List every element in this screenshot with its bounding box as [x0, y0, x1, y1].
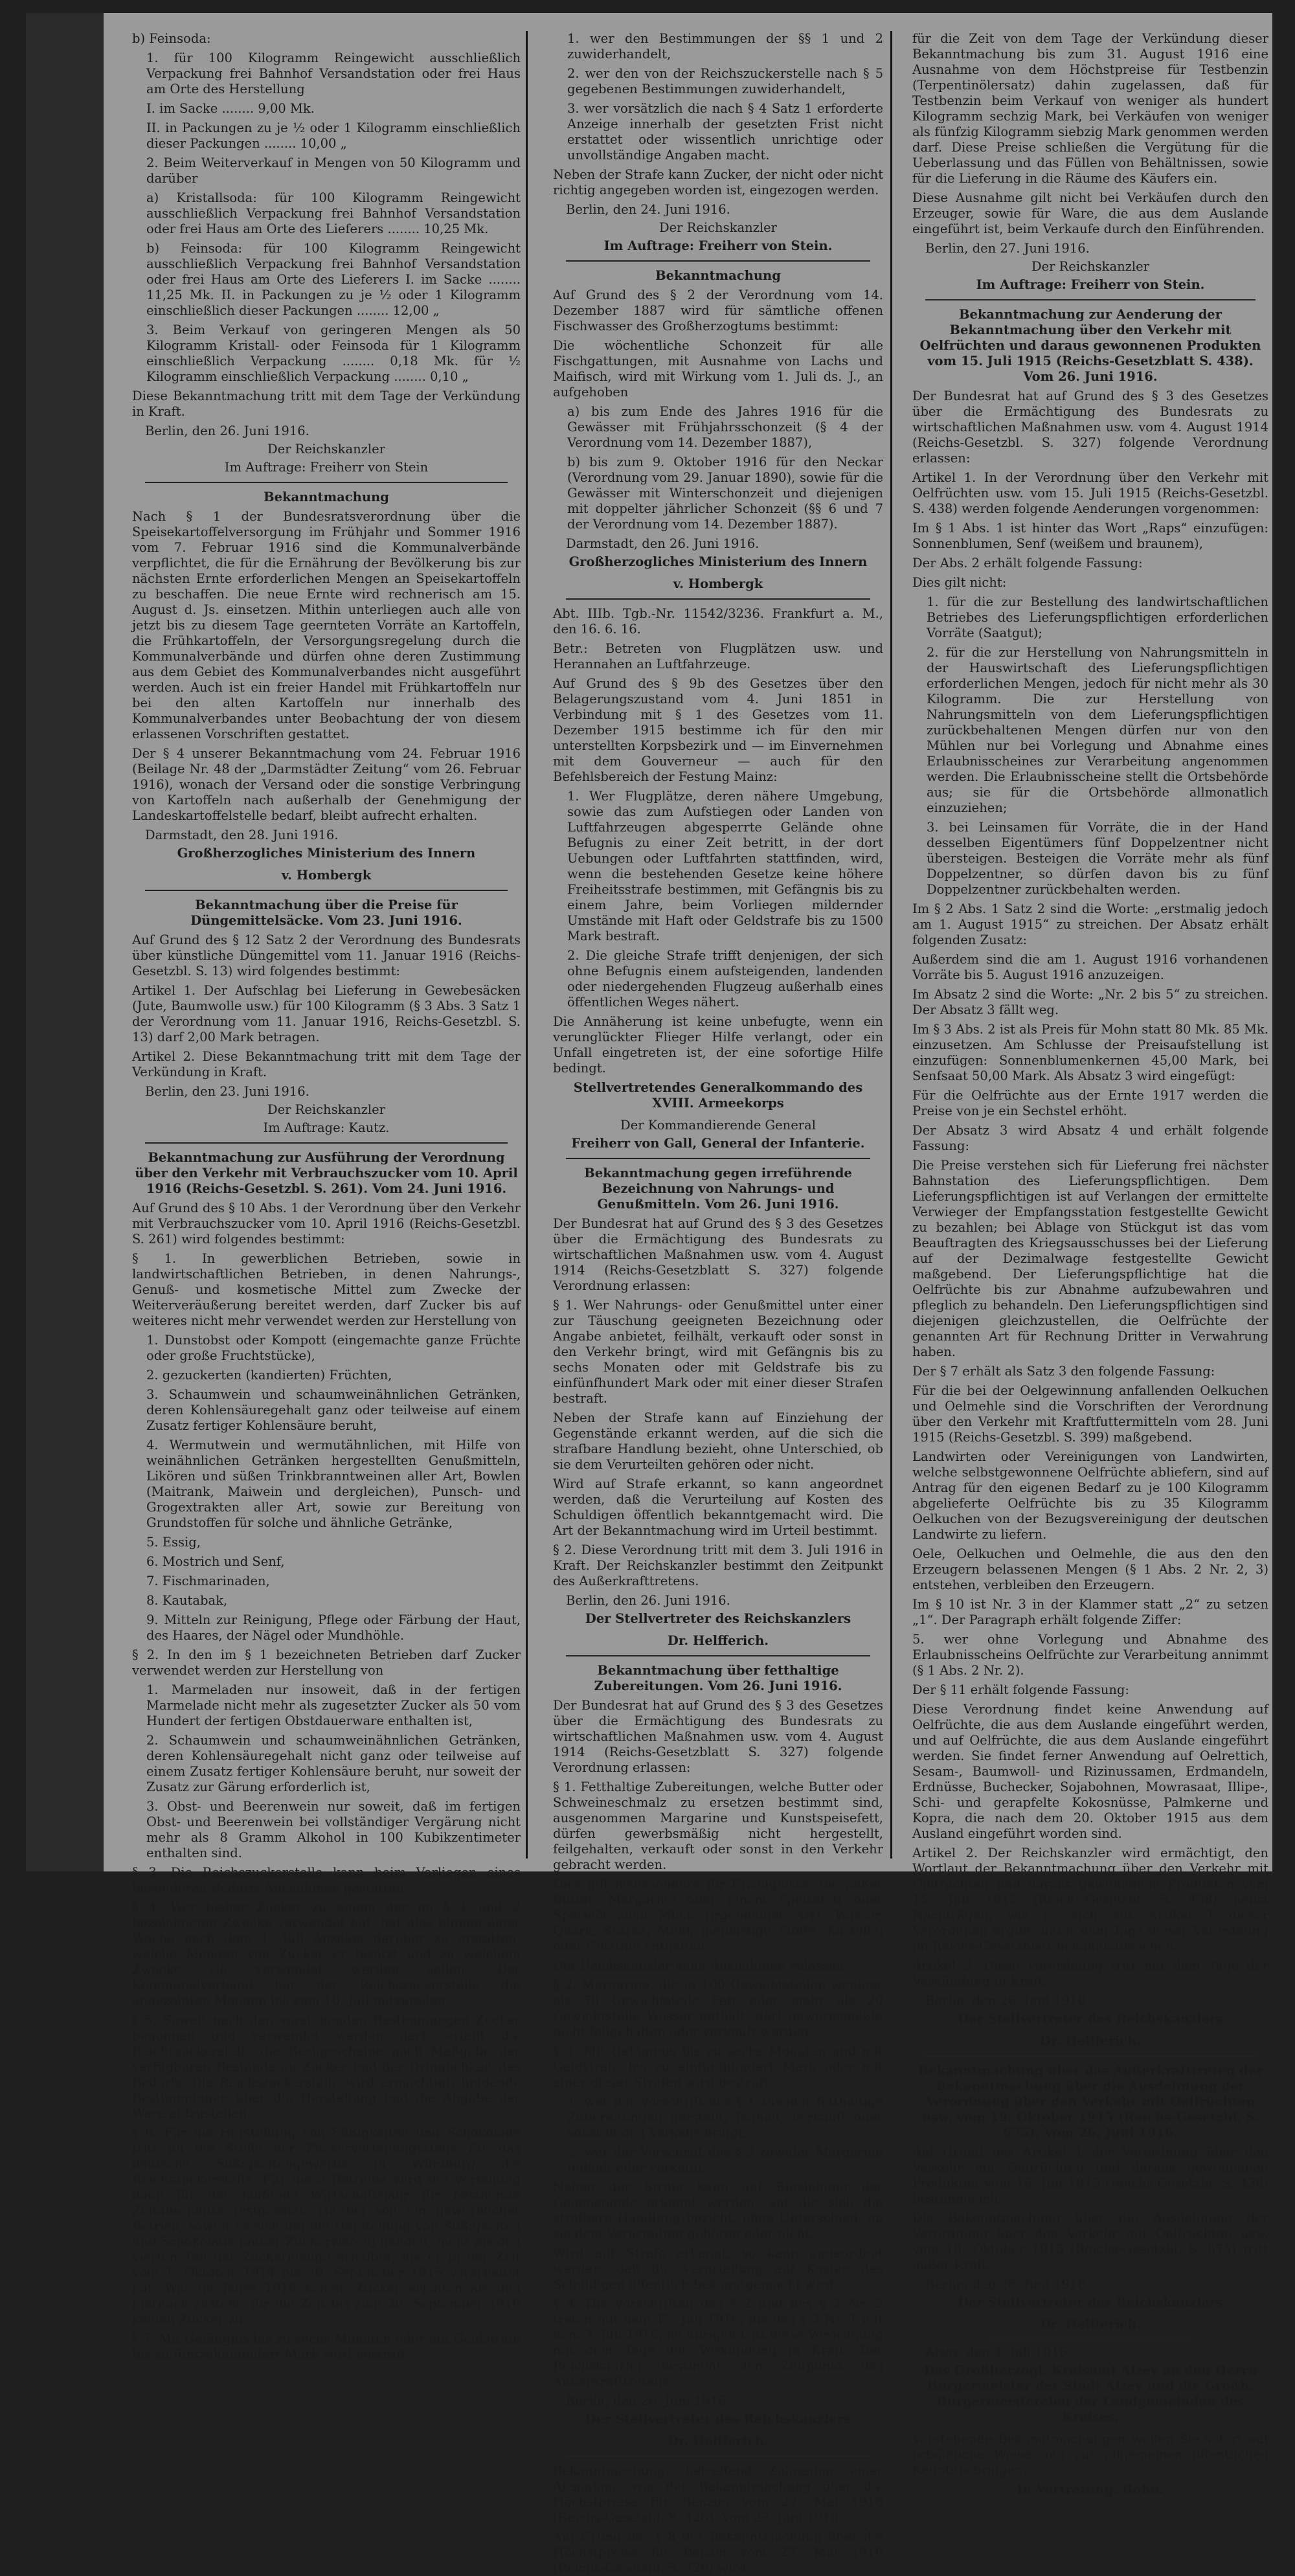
paragraph: § 1. In gewerblichen Betrieben, sowie in landwirtschaftlichen Betrieben, in denen Nahrungs-, Genuß- und kosmetische Mittel zum Zwecke der Weiterveräußerung bereitet werden, darf Zucker bis auf weiteres nicht mehr verwendet werden zur Herstellung von: [132, 1251, 521, 1328]
dateline: Berlin, den 26. Juni 1916.: [925, 2277, 1090, 2292]
paragraph: Auf Grund des § 10 Abs. 1 der Verordnung über den Verkehr mit Verbrauchszucker vom 10. April 1916 (Reichs-Gesetzbl. S. 261) wird folgendes bestimmt:: [132, 1201, 521, 1247]
paragraph: § 2. Margarine, die in 100 Gewichtsteilen weniger als 76 Gewichtsteile Fett oder mehr als 20 Gewichtsteile Wasser enthält, darf gewerbsmäßig nicht feilgehalten oder verkauft werden.: [553, 1978, 883, 2039]
paragraph: Der Reichskanzler kann Ausnahmen zulassen.: [553, 1958, 849, 1973]
paragraph: 2. gezuckerten (kandierten) Früchten,: [146, 1368, 392, 1383]
paragraph: Der Reichskanzler: [267, 1102, 385, 1117]
paragraph: 2. Die gleiche Strafe trifft denjenigen, der sich ohne Befugnis einem aufsteigenden, landenden oder niedergehenden Flugzeug außerhalb eines öffentlichen Weges nähert.: [567, 948, 883, 1010]
paragraph: 3. bei Leinsamen für Vorräte, die in der Hand desselben Eigentümers fünf Doppelzentner nicht übersteigen. Besteigen die Vorräte mehr als fünf Doppelzentner, so dürfen davon bis zu fünf Doppelzentner zurückbehalten werden.: [927, 820, 1268, 897]
paragraph: 2. Beim Weiterverkauf in Mengen von 50 Kilogramm und darüber: [146, 155, 521, 186]
paragraph: 3. Obst- und Beerenwein nur soweit, daß im fertigen Obst- und Beerenwein bei vollständiger Vergärung nicht mehr als 8 Gramm Alkohol in 100 Kubikzentimeter enthalten sind.: [146, 1799, 521, 1860]
paragraph: Auf Grund des § 9b des Gesetzes über den Belagerungszustand vom 4. Juni 1851 in Verbindung mit § 1 des Gesetzes vom 11. Dezember 1915 bestimme ich für den mir unterstellten Korpsbezirk und — im Einvernehmen mit dem Gouverneur — auch für den Befehlsbereich der Festung Mainz:: [553, 676, 883, 784]
paragraph: Neben der Strafe kann Zucker, der nicht oder nicht richtig angegeben worden ist, eingezogen werden.: [553, 167, 883, 198]
paragraph: § 3. Mit Gefängnis bis zu sechs Monaten und mit Geldstrafe bis zu einfünfhundert Mark oder mit einer dieser Strafen wird bestraft:: [553, 2044, 883, 2090]
signature-line: Der Stellvertreter des Reichskanzlers: [957, 2011, 1224, 2026]
paragraph: a) bis zum Ende des Jahres 1916 für die Gewässer mit Frühjahrsschonzeit (§ 4 der Verordnung vom 14. Dezember 1887),: [567, 404, 883, 450]
paragraph: Im § 2 Abs. 1 Satz 2 sind die Worte: „erstmalig jedoch am 1. August 1915“ zu streichen. Der Absatz erhält folgenden Zusatz:: [912, 901, 1268, 947]
paragraph: Der Bundesrat hat auf Grund des § 3 des Gesetzes über die Ermächtigung des Bundesrats zu wirtschaftlichen Maßnahmen usw. vom 4. August 1914 (Reichs-Gesetzbl. S. 327) folgende Verordnung erlassen:: [912, 389, 1268, 466]
paragraph: 2. wer den von der Reichszuckerstelle nach § 5 gegebenen Bestimmungen zuwiderhandelt,: [567, 66, 883, 96]
signature-line: Dr. Helfferich.: [1039, 2033, 1142, 2048]
paragraph: a) Kristallsoda: für 100 Kilogramm Reingewicht ausschließlich Verpackung frei Bahnhof Versandstation oder frei Haus am Orte des Lieferers ........ 10,25 Mk.: [146, 190, 521, 236]
paragraph: § 2. Diese Verordnung tritt mit dem 3. Juli 1916 in Kraft. Der Reichskanzler bestimmt den Zeitpunkt des Außerkrafttretens.: [553, 1542, 883, 1588]
paragraph: Die Annäherung ist keine unbefugte, wenn ein verunglückter Flieger Hilfe verlangt, oder ein Unfall eingetreten ist, der eine sofortige Hilfe bedingt.: [553, 1014, 883, 1076]
paragraph: Abt. IIIb. Tgb.-Nr. 11542/3236. Frankfurt a. M., den 16. 6. 16.: [553, 606, 883, 637]
section-separator: [990, 2339, 1191, 2340]
section-separator: [566, 598, 870, 600]
paragraph: § 1. Fetthaltige Zubereitungen, welche Butter oder Schweineschmalz zu ersetzen bestimmt sind, ausgenommen Margarine und Kunstspeisefett, dürfen gewerbsmäßig nicht hergestellt, feilgehalten, verkauft oder sonst in den Verkehr gebracht werden.: [553, 1779, 883, 1872]
paragraph: Auf Grund des Artikel 1 der Verordnung über den Verkehr mit Oelfrüchten und daraus gewonnenen Produkten vom 15. Juli 1915 (Reichs-Gesetzbl. S. 438) bestimme ich:: [912, 2145, 1268, 2206]
paragraph: Die Bekanntmachung über die Ausdehnung der Verordnung über den Verkehr mit Oelfrüchten usw. vom 19. Oktober 1915 (Reichs-Gesetzbl. S. 675) tritt außer Kraft.: [912, 2211, 1268, 2272]
column-rule: [526, 31, 528, 1859]
paragraph: Der § 11 erhält folgende Fassung:: [912, 1682, 1129, 1697]
signature-line: Im Auftrage: Freiherr von Stein.: [976, 277, 1205, 292]
signature-line: Der Stellvertreter des Reichskanzlers: [957, 2295, 1224, 2310]
paragraph: 7. Fischmarinaden,: [146, 1574, 270, 1588]
paragraph: II. in Packungen zu je ½ oder 1 Kilogramm einschließlich dieser Packungen ........ 10,00 „: [146, 120, 521, 151]
dateline: Berlin, den 26. Juni 1916.: [566, 1593, 730, 1608]
column-right: [903, 31, 1278, 2497]
dateline: Berlin, den 27. Juni 1916.: [925, 241, 1090, 256]
paragraph: 5. wer ohne Vorlegung und Abnahme des Erlaubnisscheins Oelfrüchte zur Verarbeitung annimmt (§ 1 Abs. 2 Nr. 2).: [912, 1632, 1268, 1678]
dateline: Alzey, den 4. Juli 1916.: [925, 2345, 1072, 2360]
paragraph: 1. Dunstobst oder Kompott (eingemachte ganze Früchte oder große Fruchtstücke),: [146, 1333, 521, 1363]
paragraph: 3. Beim Verkauf von geringeren Mengen als 50 Kilogramm Kristall- oder Feinsoda für 1 Kilogramm einschließlich Verpackung ........ 0,18 Mk. für ½ Kilogramm einschließlich Verpackung ........ 0,10 „: [146, 322, 521, 384]
signature-line: Dr. Helfferich.: [667, 1633, 769, 1648]
column-rule: [890, 31, 892, 1859]
paragraph: 3. Schaumwein und schaumweinähnlichen Getränken, deren Kohlensäuregehalt ganz oder teilweise auf einem Zusatz fertiger Kohlensäure beruht,: [146, 1387, 521, 1433]
paragraph: 9. Mitteln zur Reinigung, Pflege oder Färbung der Haut, des Haares, der Nägel oder Mundhöhle.: [146, 1612, 521, 1643]
paragraph: Artikel 3. Diese Verordnung tritt mit dem Tage der Verkündung in Kraft.: [912, 1958, 1268, 1989]
signature-line: Dr. Helfferich.: [667, 2434, 769, 2448]
dateline: Darmstadt, den 28. Juni 1916.: [145, 828, 339, 842]
paragraph: Der Reichskanzler: [1031, 259, 1149, 274]
paragraph: Die Preise verstehen sich für Lieferung frei nächster Bahnstation des Lieferungspflichtigen. Dem Lieferungspflichtigen ist auf Verlangen der ermittelte Verwieger der Empfangsstation festgestellte Gewicht zu bezahlen; bei Ablage von Stückgut ist das vom Beauftragten des Kriegsausschusses bei der Lieferung auf der Dezimalwage festgestellte Gewicht maßgebend. Der Lieferungspflichtige hat die Oelfrüchte bis zur Abnahme aufzubewahren und pfleglich zu behandeln. Den Lieferungspflichtigen sind diejenigen gleichzustellen, die Oelfrüchte der genannten Art für Rechnung Dritter in Verwahrung haben.: [912, 1158, 1268, 1359]
paragraph: Auf Grund des § 8 der Bekanntmachung über die Höchstpreise für Benzin vom 27. Mai 1916 (Reichs-Gesetzbl. S. 426) wird: [553, 2529, 883, 2575]
paragraph: 8. Kautabak,: [146, 1593, 228, 1608]
paragraph: Auf Grund des § 2 der Verordnung vom 14. Dezember 1887 wird für sämtliche offenen Fischwasser des Großherzogtums bestimmt:: [553, 288, 883, 333]
paragraph: § 6. Für die Herstellung von Süßigkeiten und Schokolade tritt an die Stelle der Zuckerverteilungsstelle für das deutsche Süßigkeitengewerbe in Würzburg die Reichszuckerstelle. Für diese Betriebe wird die Verteilung dann für das laufende Wirtschaftsjahr für bestimmte Zeitabschnitte festgesetzt. Hierbei soll ein gewerblicher Betrieb, soweit es sich um die Herstellung von Süßigkeiten und Schokolade (außer Zuckerwaren) handelt, mehr als den vierten Teil der Zuckermenge erhalten, die er in der Zeit vom 1. Oktober 1914 bis 30. September 1915 verarbeitet hat. Wer im Jahre 1916 keinen Zucker erhalten als ihm hiernach zusteht, für die Zeit bis zum 30. September 1916 keinen Zucker zu.: [132, 2125, 521, 2327]
signature-line: In Vertretung: Bohn.: [1017, 2482, 1164, 2497]
paragraph: 1. für 100 Kilogramm Reingewicht ausschließlich Verpackung frei Bahnhof Versandstation oder frei Haus am Orte des Herstellung: [146, 51, 521, 96]
signature-line: Im Auftrage: Freiherr von Stein.: [603, 238, 833, 253]
notice-heading: Bekanntmachung zur Ausführung der Verordnung über den Verkehr mit Verbrauchszucker vom 10. April 1916 (Reichs-Gesetzbl. S. 261). Vom 24. Juni 1916.: [135, 1150, 518, 1196]
paragraph: Diese Bekanntmachung tritt mit dem Tage der Verkündung in Kraft.: [132, 389, 521, 419]
section-separator: [145, 482, 508, 483]
paragraph: Neben der Strafe kann auf Einziehung der Gegenstände erkannt werden, auf die sich die strafbare Handlung bezieht, ohne Unterschied, ob sie dem Verurteilten gehören oder nicht.: [553, 2180, 883, 2241]
paragraph: Artikel 2. Diese Bekanntmachung tritt mit dem Tage der Verkündung in Kraft.: [132, 1049, 521, 1079]
signature-line: Freiherr von Gall, General der Infanterie.: [571, 1136, 865, 1151]
paragraph: 1. wer der Vorschrift des § 1 zuwider fetthaltige Zubereitungen herstellt, feilhält, verkauft oder sonst in den Verkehr bringt;: [567, 2094, 883, 2140]
paragraph: Der § 7 erhält als Satz 3 den folgende Fassung:: [912, 1364, 1215, 1379]
paragraph: b) bis zum 9. Oktober 1916 für den Neckar (Verordnung vom 29. Januar 1890), sowie für die Gewässer mit Winterschonzeit und diejenigen mit doppelter jährlicher Schonzeit (§§ 6 und 7 der Verordnung vom 14. Dezember 1887).: [567, 455, 883, 532]
paragraph: Landwirten oder Vereinigungen von Landwirten, welche selbstgewonnene Oelfrüchte abliefern, sind auf Antrag für den eigenen Bedarf zu je 100 Kilogramm abgelieferte Oelfrüchte bis zu 35 Kilogramm Oelkuchen von der Bezugsvereinigung der deutschen Landwirte zu liefern.: [912, 1449, 1268, 1542]
paragraph: Bekanntmachung, betreffend Zulassung einer Ausnahme von der Bekanntmachung über die Höchstpreise für Benzin, vom 27. Mai 1916 (Reichs-Gesetzbl. S. 426). Vom 27. Juni 1916.: [553, 2463, 883, 2525]
paragraph: Wird auf Strafe erkannt, so kann angeordnet werden, daß die Verurteilung auf Kosten des Schuldigen öffentlich bekanntgemacht wird.: [553, 2246, 883, 2292]
notice-heading: Bekanntmachung über die Preise für Düngemittelsäcke. Vom 23. Juni 1916.: [190, 898, 462, 928]
section-separator: [566, 1655, 870, 1656]
paragraph: Im § 1 Abs. 1 ist hinter das Wort „Raps“ einzufügen: Sonnenblumen, Senf (weißem und braunem),: [912, 521, 1268, 551]
paragraph: 1. Wer Flugplätze, deren nähere Umgebung, sowie das zum Aufstiegen oder Landen von Luftfahrzeugen abgesperrte Gelände ohne Befugnis zu einer Zeit betritt, in der dort Uebungen oder Luftfahrten stattfinden, wird, wenn die bestehenden Gesetze keine höhere Freiheitsstrafe bestimmen, mit Gefängnis bis zu einem Jahre, beim Vorliegen mildernder Umstände mit Haft oder Geldstrafe bis zu 1500 Mark bestraft.: [567, 789, 883, 943]
paragraph: 1. wer den Bestimmungen der §§ 1 und 2 zuwiderhandelt,: [567, 31, 883, 62]
paragraph: Der Absatz 3 wird Absatz 4 und erhält folgende Fassung:: [912, 1123, 1268, 1153]
paragraph: § 7. Mit Gefängnis bis zu sechs Monaten oder mit Geldstrafe bis zu fünfzehnhundert Mark wird bestraft: [132, 2331, 521, 2362]
section-separator: [145, 1142, 508, 1144]
paragraph: Artikel 1. Der Aufschlag bei Lieferung in Gewebesäcken (Jute, Baumwolle usw.) für 100 Kilogramm (§ 3 Abs. 3 Satz 1 der Verordnung vom 11. Januar 1916, Reichs-Gesetzbl. S. 13) darf 2,00 Mark betragen.: [132, 983, 521, 1045]
paragraph: Dies gilt insbesondere für Erzeugnisse, die außer Butter, Margarine oder einem Speisefett oder Speiseöl auch Milch (irgendeiner Art), Wasser, Quark, Stärke, Mehl, mehlartige Stoffe, Kartoffel oder Gelatine enthalten.: [553, 1877, 883, 1954]
section-separator: [566, 260, 870, 262]
section-separator: [925, 299, 1256, 300]
paragraph: 3. wer vorsätzlich die nach § 4 Satz 1 erforderte Anzeige innerhalb der gesetzten Frist nicht erstattet oder wissentlich unrichtige oder unvollständige Angaben macht.: [567, 101, 883, 163]
paragraph: § 5. Soweit nach den vorstehenden Bestimmungen Zucker begonnen und verwendet werden darf, erteilt die Reichszuckerstelle die Bezugsscheine nach Maßgabe der verfügbaren Bestände an Zucker und der Dringlichkeit des Bedarfs. Die Reichszuckerstelle wird ermächtigt, bindende Bestimmungen über die Herstellung und die Abgabe der Ware aufzustellen.: [132, 2013, 521, 2121]
torn-left-edge: [26, 13, 104, 1871]
paragraph: Wird auf Strafe erkannt, so kann angeordnet werden, daß die Verurteilung auf Kosten des Schuldigen öffentlich bekanntgemacht wird. Die Art der Bekanntmachung wird im Urteil bestimmt.: [553, 1476, 883, 1538]
signature-line: v. Hombergk: [673, 576, 763, 591]
signature-line: Großherzogliches Ministerium des Innern: [177, 846, 476, 861]
paragraph: Für die Oelfrüchte aus der Ernte 1917 werden die Preise von je ein Sechstel erhöht.: [912, 1088, 1268, 1118]
dateline: Berlin, den 26. Juni 1916.: [566, 2393, 730, 2408]
dateline: Berlin, den 24. Juni 1916.: [566, 202, 730, 217]
paragraph: Der Reichskanzler: [267, 442, 385, 457]
notice-heading: Bekanntmachung über fetthaltige Zubereitungen. Vom 26. Juni 1916.: [594, 1663, 842, 1693]
paragraph: Diese Ausnahme gilt nicht bei Verkäufen durch den Erzeuger, sowie für Ware, die aus dem Auslande eingeführt ist, beim Verkaufe durch den Einführenden.: [912, 190, 1268, 236]
paragraph: 2. für die zur Herstellung von Nahrungsmitteln in der Hauswirtschaft des Lieferungspflichtigen erforderlichen Mengen, jedoch für nicht mehr als 30 Kilogramm. Die zur Herstellung von Nahrungsmitteln von dem Lieferungspflichtigen zurückbehaltenen Mengen dürfen nur von den Mühlen nur bei Vorlegung und Abnahme eines Erlaubnisscheines zur Verarbeitung angenommen werden. Die Erlaubnisscheine stellt die Ortsbehörde aus; sie für die Ortsbehörde allmonatlich einzuziehen;: [927, 645, 1268, 815]
paragraph: § 4. Die Vorschriften des § 2 und des § 3 Nr. 2 treten mit dem 15. Juli 1916, die des § 3 Nr. 1 mit dem 3. Juli 1916, im übrigen tritt diese Verordnung mit dem Tage der Verkündung in Kraft. Der Reichskanzler bestimmt den Zeitpunkt des Außerkrafttretens.: [553, 2296, 883, 2389]
paragraph: Im Auftrage: Kautz.: [263, 1120, 390, 1135]
paragraph: Auf Grund des § 12 Satz 2 der Verordnung des Bundesrats über künstliche Düngemittel vom 11. Januar 1916 (Reichs-Gesetzbl. S. 13) wird folgendes bestimmt:: [132, 932, 521, 978]
paragraph: Der Bundesrat hat auf Grund des § 3 des Gesetzes über die Ermächtigung des Bundesrats zu wirtschaftlichen Maßnahmen usw. vom 4. August 1914 (Reichs-Gesetzblatt S. 327) folgende Verordnung erlassen:: [553, 1698, 883, 1775]
paragraph: Artikel 2. Der Reichskanzler wird ermächtigt, den Wortlaut der Bekanntmachung über den Verkehr mit Oelfrüchten und daraus gewonnenen Produkten vom 15. Juli 1915 (Reichs-Gesetzbl. S. 438) nebst Nachträgen, wie er sich aus Artikel 1 dieser Verordnung ergibt, unter dem Tage dieser Verordnung im Reichs-Gesetzblatt bekanntzumachen.: [912, 1846, 1268, 1954]
paragraph: 6. Mostrich und Senf,: [146, 1554, 285, 1569]
dateline: Berlin, den 26. Juni 1916.: [925, 1993, 1090, 2008]
paragraph: 2. wer der Vorschrift des § 2 zuwider Margarine feilhält oder verkauft.: [567, 2145, 883, 2175]
section-separator: [145, 890, 508, 891]
paragraph: Für die bei der Oelgewinnung anfallenden Oelkuchen und Oelmehle sind die Vorschriften der Verordnung über den Verkehr mit Kraftfuttermitteln vom 28. Juni 1915 (Reichs-Gesetzbl. S. 399) maßgebend.: [912, 1383, 1268, 1445]
paragraph: 4. Wermutwein und wermutähnlichen, mit Hilfe von weinähnlichen Getränken hergestellten Genußmitteln, Likören und süßen Trinkbranntweinen aller Art, Bowlen (Maitrank, Maiwein und dergleichen), Punsch- und Grogextrakten aller Art, sowie zur Bereitung von Grundstoffen für solche und ähnliche Getränke,: [146, 1438, 521, 1530]
paragraph: Im § 3 Abs. 2 ist als Preis für Mohn statt 80 Mk. 85 Mk. einzusetzen. Am Schlusse der Preisaufstellung ist einzufügen: Sonnenblumenkernen 45,00 Mark, bei Senfsaat 50,00 Mark. Als Absatz 3 wird eingefügt:: [912, 1022, 1268, 1083]
paragraph: Neben der Strafe kann auf Einziehung der Gegenstände erkannt werden, auf die sich die strafbare Handlung bezieht, ohne Unterschied, ob sie dem Verurteilten gehören oder nicht.: [553, 1410, 883, 1472]
paragraph: Dies gilt nicht:: [912, 575, 1007, 590]
notice-heading: Bekanntmachung zur Aenderung der Bekanntmachung über den Verkehr mit Oelfrüchten und daraus gewonnenen Produkten vom 15. Juli 1915 (Reichs-Gesetzblatt S. 438). Vom 26. Juni 1916.: [919, 307, 1261, 384]
notice-heading: Bekanntmachung gegen irreführende Bezeichnung von Nahrungs- und Genußmitteln. Vom 26. Juni 1916.: [584, 1166, 852, 1212]
paragraph: Der Kommandierende General: [620, 1118, 816, 1133]
paragraph: Diese Verordnung findet keine Anwendung auf Oelfrüchte, die aus dem Auslande eingeführt werden, und auf Oelfrüchte, die aus dem Auslande eingeführt werden. Sie findet ferner Anwendung auf Oelrettich, Sesam-, Baumwoll- und Rizinussamen, Erdmandeln, Erdnüsse, Buchecker, Sojabohnen, Mowrasaat, Illipe-, Schi- und gerapfelte Kokosnüsse, Palmkerne und Kopra, die nach dem 20. Oktober 1915 aus dem Ausland eingeführt worden sind.: [912, 1702, 1268, 1841]
paragraph: Im § 10 ist Nr. 3 in der Klammer statt „2“ zu setzen „1“. Der Paragraph erhält folgende Ziffer:: [912, 1597, 1268, 1627]
signature-line: Großherzogliches Ministerium des Innern: [569, 554, 868, 569]
paragraph: 2. Schaumwein und schaumweinähnlichen Getränken, deren Kohlensäuregehalt nicht ganz oder teilweise auf einem Zusatz fertiger Kohlensäure beruht, nur soweit der Zusatz zur Gärung erforderlich ist,: [146, 1733, 521, 1794]
paragraph: Außerdem sind die am 1. August 1916 vorhandenen Vorräte bis 5. August 1916 anzuzeigen.: [912, 952, 1268, 982]
paragraph: Der Abs. 2 erhält folgende Fassung:: [912, 556, 1143, 571]
paragraph: 5. Essig,: [146, 1535, 201, 1550]
signature-line: Das Großherzogl. Kreisamt Alzey an den Herrn Bürgermeister der Stadt Alzey und die Großh. Bürgermeistereien der Landgemeinden des Kreises.: [923, 2363, 1257, 2424]
paragraph: Der Bundesrat hat auf Grund des § 3 des Gesetzes über die Ermächtigung des Bundesrats zu wirtschaftlichen Maßnahmen usw. vom 4. August 1914 (Reichs-Gesetzblatt S. 327) folgende Verordnung erlassen:: [553, 1216, 883, 1293]
paragraph: § 2. In den im § 1 bezeichneten Betrieben darf Zucker verwendet werden zur Herstellung von: [132, 1647, 521, 1678]
paragraph: 1. Marmeladen nur insoweit, daß in der fertigen Marmelade nicht mehr als zugesetzter Zucker als 50 vom Hundert der fertigen Obstdauerware enthalten ist,: [146, 1682, 521, 1728]
section-separator: [566, 2456, 870, 2457]
newspaper-page: [26, 13, 1272, 2575]
column-middle: [544, 31, 892, 2575]
column-left: [123, 31, 530, 2362]
paragraph: für die Zeit von dem Tage der Verkündung dieser Bekanntmachung bis zum 31. August 1916 eine Ausnahme von dem Höchstpreise für Testbenzin (Terpentinölersatz) dahin zugelassen, daß für Testbenzin beim Verkauf von weniger als hundert Kilogramm sechzig Mark, bei Verkäufen von weniger als fünfzig Kilogramm siebzig Mark genommen werden darf. Diese Preise schließen die Vergütung für die Ueberlassung und das Füllen von Behältnissen, sowie für die Lieferung in die Räume des Käufers ein.: [912, 31, 1268, 186]
paragraph: Oele, Oelkuchen und Oelmehle, die aus den den Erzeugern belassenen Mengen (§ 1 Abs. 2 Nr. 2, 3) entstehen, verbleiben den Erzeugern.: [912, 1546, 1268, 1592]
dateline: Berlin, den 23. Juni 1916.: [145, 1084, 310, 1099]
notice-heading: Bekanntmachung über das Außerkrafttreten der Bekanntmachung über die Ausdehnung der Verordnung über den Verkehr mit Oelfrüchten usw. vom 19. Oktober 1915 (Reichs-Gesetzbl. S. 675). Vom 26. Juni 1916.: [918, 2063, 1263, 2140]
paragraph: b) Feinsoda: für 100 Kilogramm Reingewicht ausschließlich Verpackung frei Bahnhof Versandstation oder frei Haus am Orte des Lieferers I. im Sacke ........ 11,25 Mk. II. in Packungen zu je ½ oder 1 Kilogramm einschließlich dieser Packungen ........ 12,00 „: [146, 241, 521, 318]
signature-line: Stellvertretendes Generalkommando des XVIII. Armeekorps: [573, 1080, 863, 1111]
paragraph: Artikel 1. In der Verordnung über den Verkehr mit Oelfrüchten usw. vom 15. Juli 1915 (Reichs-Gesetzbl. S. 438) werden folgende Aenderungen vorgenommen:: [912, 470, 1268, 516]
notice-heading: Bekanntmachung: [655, 268, 781, 283]
paragraph: Die wöchentliche Schonzeit für alle Fischgattungen, mit Ausnahme von Lachs und Maifisch, wird mit Wirkung vom 1. Juli ds. J., an aufgehoben: [553, 338, 883, 400]
signature-line: v. Hombergk: [281, 868, 372, 883]
paragraph: Der § 4 unserer Bekanntmachung vom 24. Februar 1916 (Beilage Nr. 48 der „Darmstädter Zeitung“ vom 26. Februar 1916), wonach der Versand oder die sonstige Verbringung von Kartoffeln nach außerhalb der Genehmigung der Landeskartoffelstelle bedarf, bleibt aufrecht erhalten.: [132, 746, 521, 823]
paragraph: Im Absatz 2 sind die Worte: „Nr. 2 bis 5“ zu streichen. Der Absatz 3 fällt weg.: [912, 987, 1268, 1017]
paragraph: § 4. Wer bisher Zucker zu einem der im § 1 und 2 bezeichneten Zwecke verwendet hat, hat dies binnen einer Woche nach dem 1. Juli Anzeige darüber zu erstatten, welche Mengen von Zucker er besitzt und zu welchem Zwecke sie verwendet werden sollen. Der Kommunalverband hat der Reichszuckerstelle die angezeigten Mengen bis zum 10. Juli mitzuteilen.: [132, 1900, 521, 2008]
section-separator: [925, 2055, 1256, 2057]
paragraph: Nach § 1 der Bundesratsverordnung über die Speisekartoffelversorgung im Frühjahr und Sommer 1916 vom 7. Februar 1916 sind die Kommunalverbände verpflichtet, die für die Ernährung der Bevölkerung bis zur nächsten Ernte erforderlichen Mengen an Speisekartoffeln zu beschaffen. Die neue Ernte wird rechnerisch am 15. August d. Js. einsetzen. Mithin unterliegen auch alle von jetzt bis zu diesem Tage geernteten Vorräte an Kartoffeln, die Frühkartoffeln, der Versorgungsregelung durch die Kommunalverbände und dürfen ohne deren Zustimmung aus dem Gebiet des Kommunalverbandes nicht ausgeführt werden. Auch ist ein freier Handel mit Frühkartoffeln nur bei den alten Kartoffeln nur innerhalb des Kommunalverbandes unter Beobachtung der von diesem erlassenen Vorschriften gestattet.: [132, 509, 521, 741]
signature-line: Der Stellvertreter des Reichskanzlers: [585, 2412, 851, 2426]
notice-heading: Bekanntmachung: [264, 490, 389, 504]
paragraph: § 1. Wer Nahrungs- oder Genußmittel unter einer zur Täuschung geeigneten Bezeichnung oder Angabe anbietet, feilhält, verkauft oder sonst in den Verkehr bringt, wird mit Gefängnis bis zu sechs Monaten oder mit Geldstrafe bis zu einfünfhundert Mark oder mit einer dieser Strafen bestraft.: [553, 1298, 883, 1406]
paragraph: Betr.: Betreten von Flugplätzen usw. und Herannahen an Luftfahrzeuge.: [553, 641, 883, 672]
paragraph: § 3. Die Reichszuckerstelle kann beim Vorliegen eines besonderen Bedarfs Ausnahmen gestatten.: [132, 1865, 521, 1895]
paragraph: Im Auftrage: Freiherr von Stein: [224, 460, 429, 475]
signature-line: Der Stellvertreter des Reichskanzlers: [585, 1611, 851, 1626]
dateline: Berlin, den 26. Juni 1916.: [145, 424, 310, 438]
signature-line: Dr. Helfferich.: [1039, 2317, 1142, 2332]
paragraph: Der Reichskanzler: [659, 220, 777, 235]
paragraph: 1. für die zur Bestellung des landwirtschaftlichen Betriebes des Lieferungspflichtigen erforderlichen Vorräte (Saatgut);: [927, 594, 1268, 640]
paragraph: I. im Sacke ........ 9,00 Mk.: [146, 101, 315, 116]
dateline: Darmstadt, den 26. Juni 1916.: [566, 536, 760, 551]
section-separator: [566, 1158, 870, 1159]
paragraph: Vorstehende Bekanntmachungen wollen Sie sofort auf ortsübliche Weise und zur allgemeinen öffentlichen Kenntnis bringen.: [912, 2432, 1268, 2478]
paragraph: b) Feinsoda:: [132, 31, 211, 46]
